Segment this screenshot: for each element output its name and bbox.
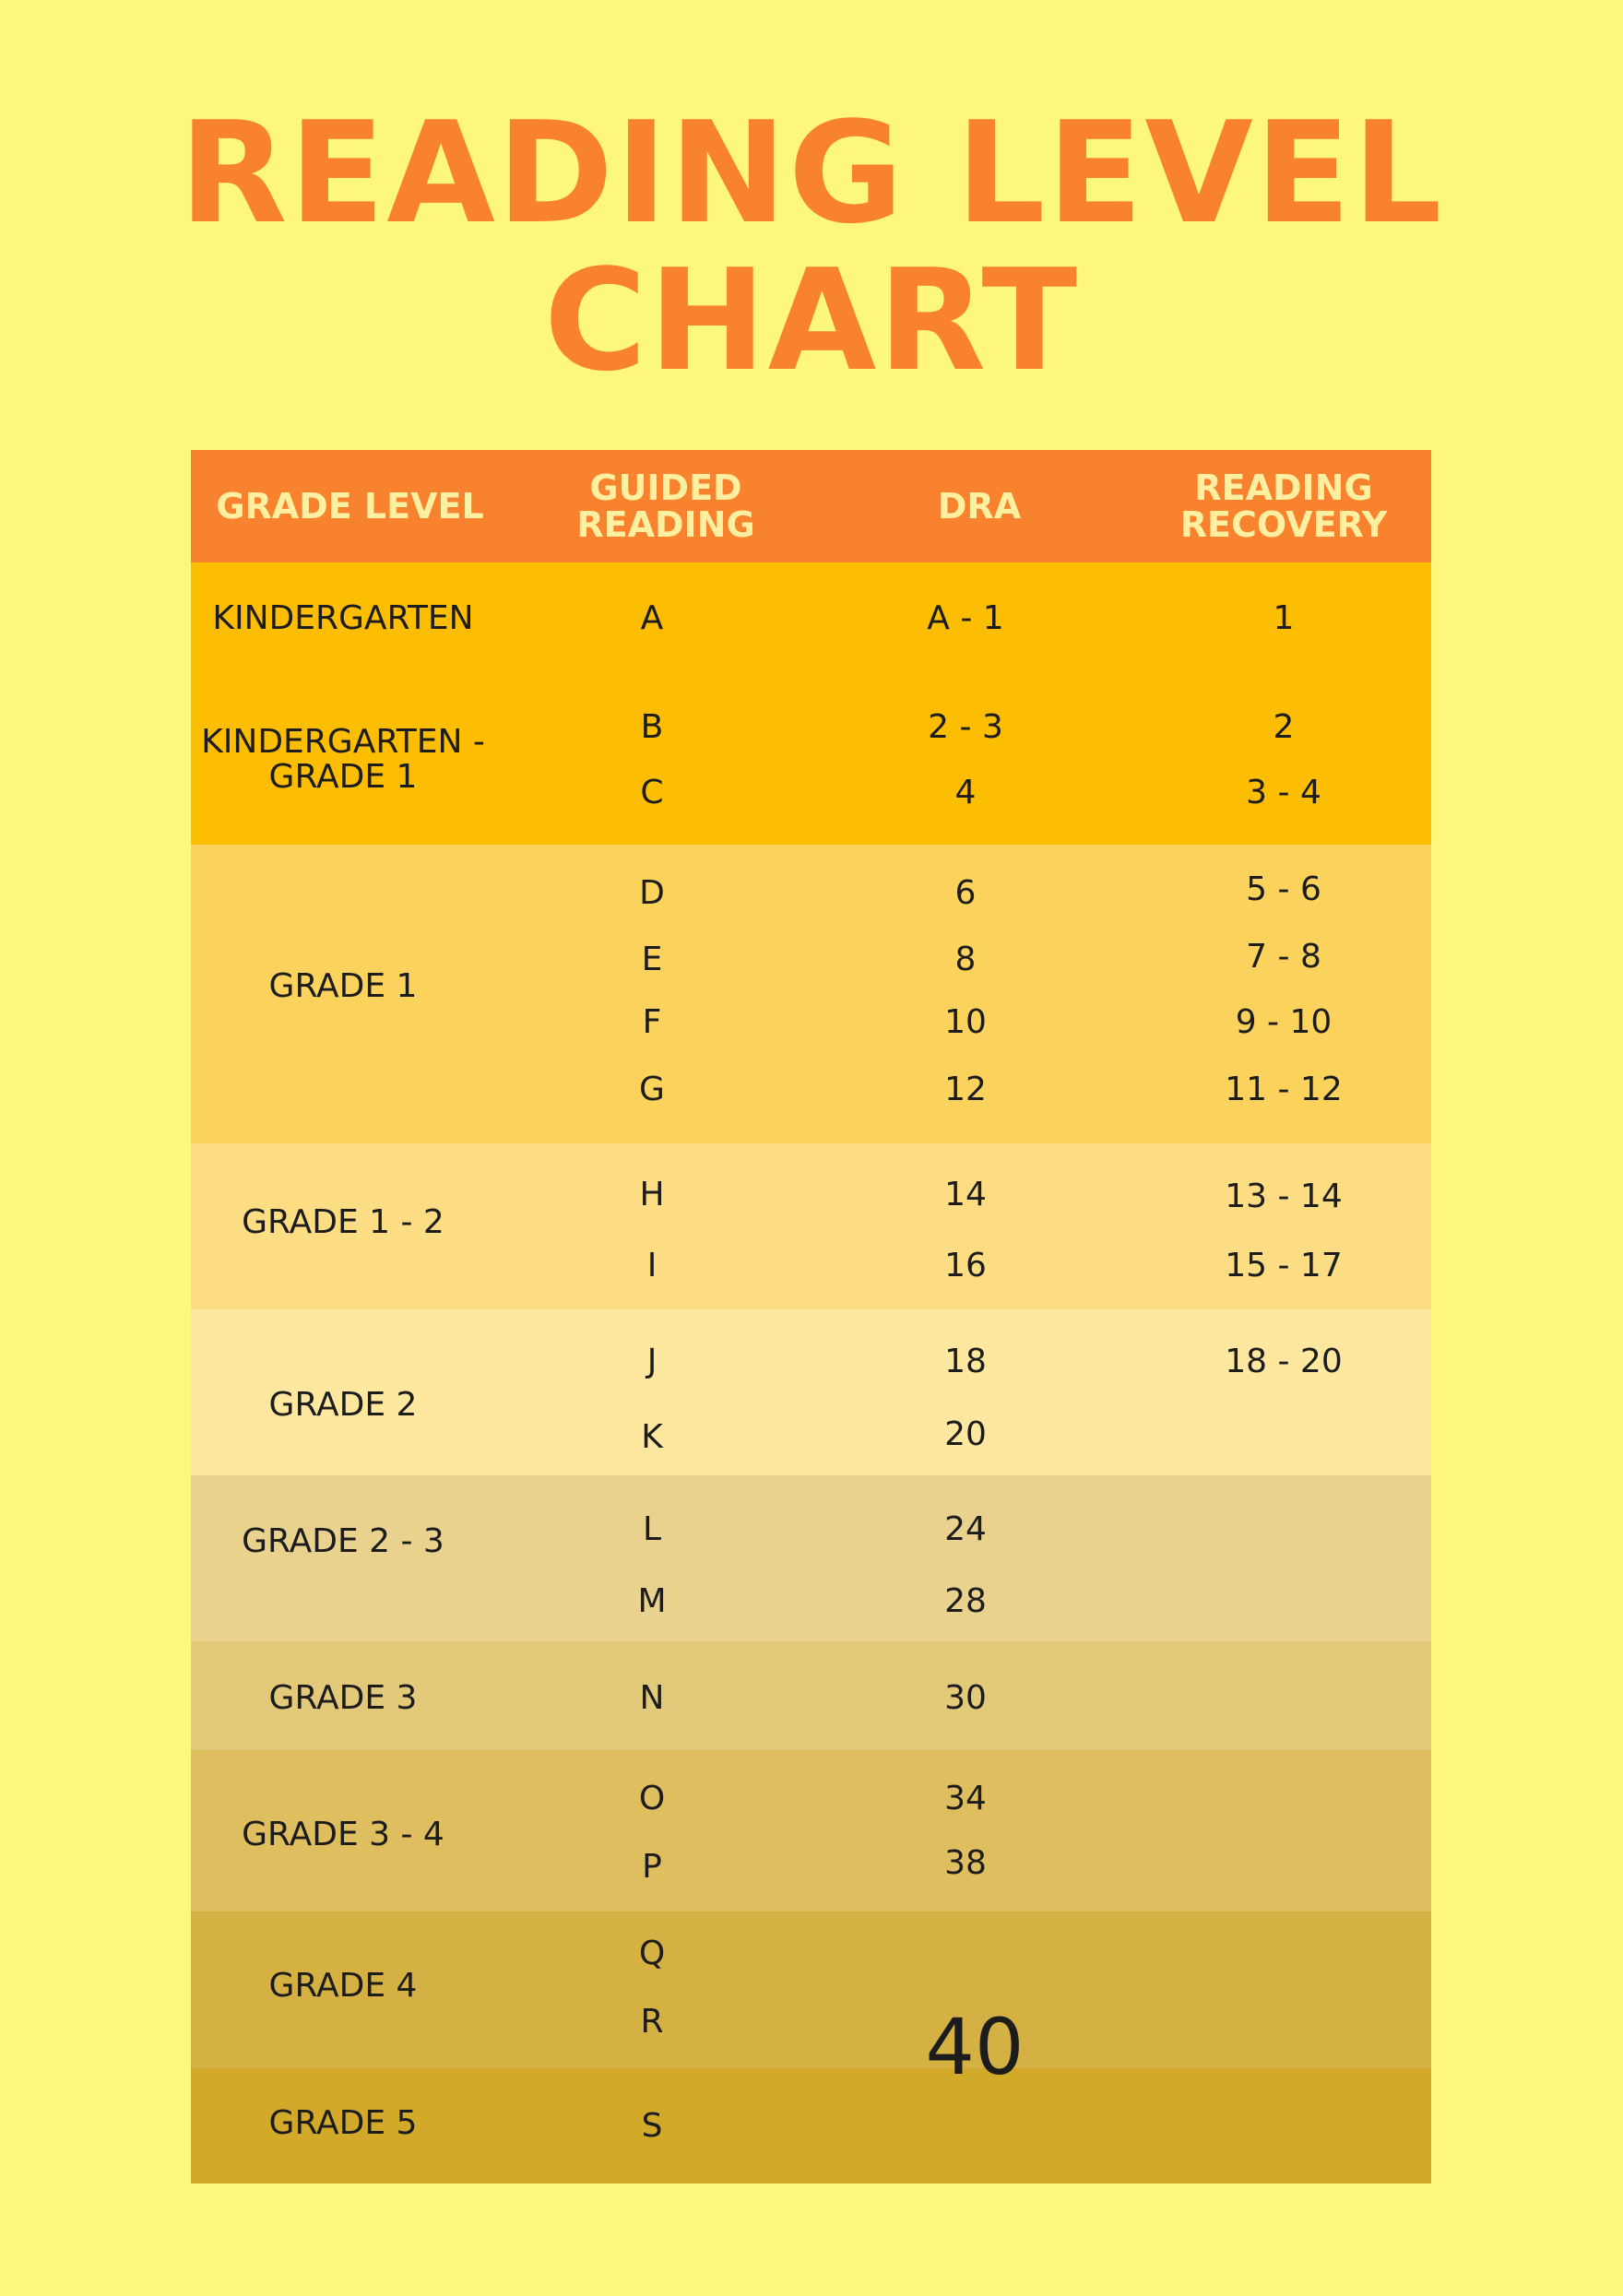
grade-level-cell: GRADE 1 [268, 967, 418, 1005]
recovery-cell: 3 - 4 [1246, 774, 1321, 811]
guided-cell: J [646, 1343, 657, 1380]
header-guided-reading-line-2: READING [576, 504, 755, 545]
recovery-cell: 11 - 12 [1225, 1071, 1343, 1108]
guided-cell: O [638, 1780, 666, 1817]
grade-level-cell: GRADE 3 [268, 1679, 418, 1717]
guided-cell: C [640, 774, 664, 811]
dra-cell: 2 - 3 [928, 708, 1003, 746]
dra-cell: 6 [954, 874, 977, 912]
guided-cell: Q [638, 1935, 666, 1972]
grade-level-cell: GRADE 2 [268, 1386, 418, 1424]
recovery-cell: 2 [1273, 708, 1295, 746]
dra-cell: 10 [944, 1003, 987, 1041]
grade-level-cell: GRADE 1 - 2 [242, 1203, 444, 1241]
recovery-cell: 5 - 6 [1246, 870, 1321, 908]
grade-level-cell: GRADE 5 [268, 2104, 418, 2142]
header-dra: DRA [937, 486, 1022, 527]
dra-cell: 24 [944, 1510, 987, 1548]
dra-cell: 16 [944, 1247, 987, 1284]
dra-cell: 18 [944, 1343, 987, 1380]
grade-level-cell: GRADE 1 [268, 758, 418, 796]
header-reading-recovery-line-2: RECOVERY [1179, 504, 1388, 545]
dra-cell: A - 1 [927, 599, 1004, 637]
header-guided-reading-line-1: GUIDED [589, 467, 742, 508]
reading-level-table [191, 450, 1431, 2184]
dra-cell: 4 [954, 774, 977, 811]
recovery-cell: 7 - 8 [1246, 938, 1321, 976]
guided-cell: E [641, 941, 663, 978]
grade-level-cell: KINDERGARTEN - [201, 723, 485, 761]
guided-cell: M [637, 1582, 667, 1620]
recovery-cell: 1 [1273, 599, 1295, 637]
recovery-cell: 18 - 20 [1225, 1343, 1343, 1380]
recovery-cell: 15 - 17 [1225, 1247, 1343, 1284]
guided-cell: H [639, 1176, 665, 1213]
guided-cell: R [640, 2003, 664, 2041]
guided-cell: K [641, 1418, 663, 1456]
guided-cell: A [640, 599, 664, 637]
page-title-line-1: READING LEVEL [179, 91, 1444, 254]
dra-cell: 12 [944, 1071, 987, 1108]
guided-cell: G [639, 1071, 665, 1108]
dra-cell: 20 [944, 1415, 987, 1453]
page-title-line-2: CHART [543, 239, 1080, 402]
dra-cell: 38 [944, 1844, 987, 1882]
guided-cell: F [642, 1003, 662, 1041]
header-grade-level: GRADE LEVEL [216, 486, 484, 527]
header-guided-reading [509, 450, 823, 562]
dra-cell: 14 [944, 1176, 987, 1213]
guided-cell: N [639, 1679, 665, 1717]
guided-cell: P [642, 1848, 662, 1886]
guided-cell: L [642, 1510, 662, 1548]
dra-cell: 34 [944, 1780, 987, 1817]
grade-level-cell: GRADE 2 - 3 [242, 1522, 444, 1560]
grade-level-cell: GRADE 4 [268, 1967, 418, 2005]
recovery-cell: 13 - 14 [1225, 1178, 1343, 1215]
dra-cell: 28 [944, 1582, 987, 1620]
dra-grade-4-5-value: 40 [925, 2002, 1025, 2092]
grade-level-cell: KINDERGARTEN [212, 599, 474, 637]
recovery-cell: 9 - 10 [1235, 1003, 1333, 1041]
header-reading-recovery-line-1: READING [1194, 467, 1373, 508]
guided-cell: B [640, 708, 664, 746]
dra-cell: 30 [944, 1679, 987, 1717]
table-header [191, 450, 1431, 562]
guided-cell: S [641, 2107, 663, 2145]
dra-cell: 8 [954, 941, 977, 978]
grade-level-cell: GRADE 3 - 4 [242, 1816, 444, 1853]
guided-cell: I [646, 1247, 657, 1284]
guided-cell: D [639, 874, 665, 912]
header-reading-recovery [1136, 450, 1431, 562]
